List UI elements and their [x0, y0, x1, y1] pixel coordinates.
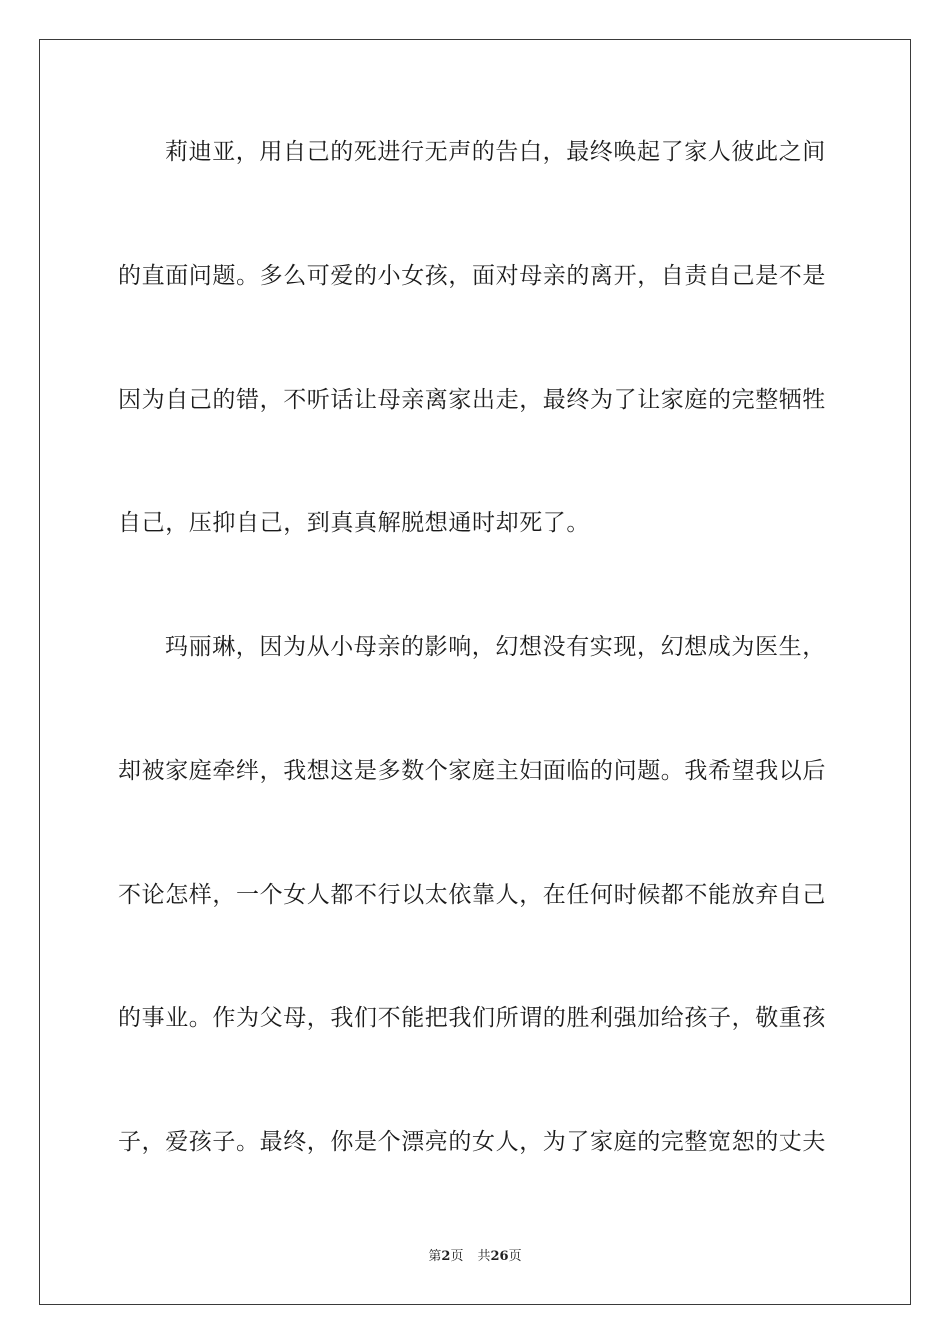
page-footer — [0, 1248, 950, 1266]
paragraph-2-line-5: 子，爱孩子。最终，你是个漂亮的女人，为了家庭的完整宽恕的丈夫 — [118, 1129, 826, 1155]
paragraph-1-line-1: 莉迪亚，用自己的死进行无声的告白，最终唤起了家人彼此之间 — [165, 139, 826, 165]
paragraph-1-line-3: 因为自己的错，不听话让母亲离家出走，最终为了让家庭的完整牺牲 — [118, 387, 826, 413]
page-number: 2 — [441, 1249, 451, 1264]
total-pages: 26 — [490, 1249, 509, 1264]
paragraph-2-line-3: 不论怎样，一个女人都不行以太依靠人，在任何时候都不能放弃自己 — [118, 882, 826, 908]
paragraph-2-line-2: 却被家庭牵绊，我想这是多数个家庭主妇面临的问题。我希望我以后 — [118, 758, 826, 784]
page-suffix: 页 — [450, 1249, 464, 1264]
paragraph-2-line-1: 玛丽琳，因为从小母亲的影响，幻想没有实现，幻想成为医生， — [165, 634, 826, 660]
paragraph-1-line-4: 自己，压抑自己，到真真解脱想通时却死了。 — [118, 510, 590, 536]
paragraph-1-line-2: 的直面问题。多么可爱的小女孩，面对母亲的离开，自责自己是不是 — [118, 263, 826, 289]
paragraph-2-line-4: 的事业。作为父母，我们不能把我们所谓的胜利强加给孩子，敬重孩 — [118, 1005, 826, 1031]
page-border — [39, 39, 911, 1305]
total-prefix: 共 — [477, 1249, 491, 1264]
total-suffix: 页 — [508, 1249, 522, 1264]
page-prefix: 第 — [428, 1249, 442, 1264]
